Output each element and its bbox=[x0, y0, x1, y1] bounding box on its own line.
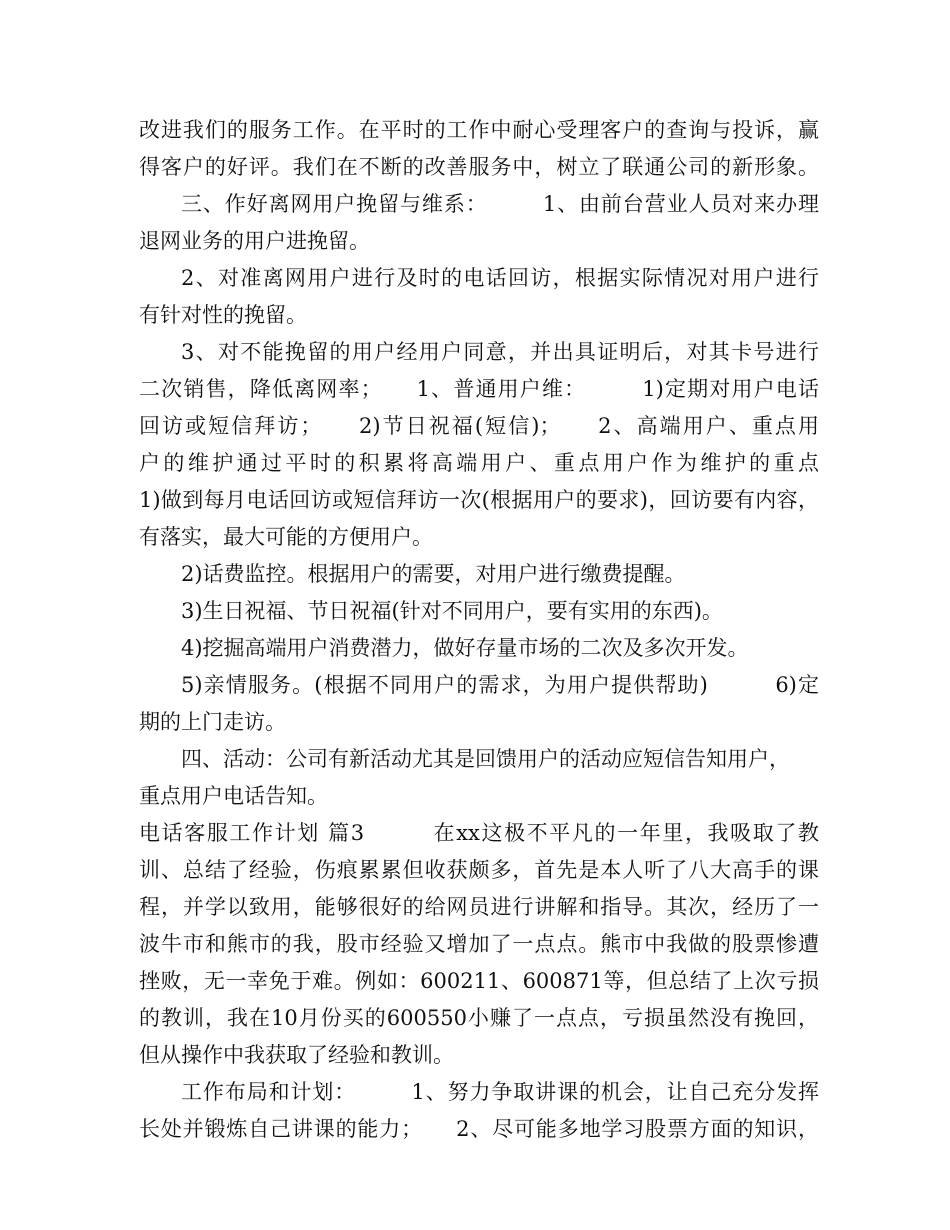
text-line: 改进我们的服务工作。在平时的工作中耐心受理客户的查询与投诉，赢 bbox=[139, 118, 819, 142]
text-line: 但从操作中我获取了经验和教训。 bbox=[139, 1043, 454, 1067]
text-line: 得客户的好评。我们在不断的改善服务中，树立了联通公司的新形象。 bbox=[139, 155, 819, 179]
text-line: 训、总结了经验，伤痕累累但收获颇多，首先是本人听了八大高手的课 bbox=[139, 858, 819, 882]
text-line: 有针对性的挽留。 bbox=[139, 303, 307, 327]
text-line: 3、对不能挽留的用户经用户同意，并出具证明后，对其卡号进行 bbox=[181, 340, 819, 364]
text-line: 3)生日祝福、节日祝福(针对不同用户，要有实用的东西)。 bbox=[181, 599, 723, 623]
text-line: 4)挖掘高端用户消费潜力，做好存量市场的二次及多次开发。 bbox=[181, 636, 749, 660]
text-line: 回访或短信拜访； 2)节日祝福(短信)； 2、高端用户、重点用 bbox=[139, 414, 819, 438]
text-line: 的教训，我在10月份买的600550小赚了一点点，亏损虽然没有挽回， bbox=[139, 1006, 819, 1030]
text-line: 有落实，最大可能的方便用户。 bbox=[139, 525, 433, 549]
text-line: 2、对准离网用户进行及时的电话回访，根据实际情况对用户进行 bbox=[181, 266, 819, 290]
text-line: 工作布局和计划： 1、努力争取讲课的机会，让自己充分发挥 bbox=[181, 1080, 819, 1104]
text-line: 户的维护通过平时的积累将高端用户、重点用户作为维护的重点 bbox=[139, 451, 819, 475]
text-line: 退网业务的用户进挽留。 bbox=[139, 229, 370, 253]
text-line: 挫败，无一幸免于难。例如：600211、600871等，但总结了上次亏损 bbox=[139, 969, 819, 993]
text-line: 程，并学以致用，能够很好的给网员进行讲解和指导。其次，经历了一 bbox=[139, 895, 819, 919]
text-line: 三、作好离网用户挽留与维系： 1、由前台营业人员对来办理 bbox=[181, 192, 819, 216]
text-line: 波牛市和熊市的我，股市经验又增加了一点点。熊市中我做的股票惨遭 bbox=[139, 932, 819, 956]
text-line: 二次销售，降低离网率； 1、普通用户维： 1)定期对用户电话 bbox=[139, 377, 819, 401]
text-line: 1)做到每月电话回访或短信拜访一次(根据用户的要求)，回访要有内容， bbox=[139, 488, 819, 512]
text-line: 重点用户电话告知。 bbox=[139, 784, 328, 808]
text-line: 长处并锻炼自己讲课的能力； 2、尽可能多地学习股票方面的知识， bbox=[139, 1117, 819, 1141]
text-line: 5)亲情服务。(根据不同用户的需求，为用户提供帮助) 6)定 bbox=[181, 673, 819, 697]
text-line: 2)话费监控。根据用户的需要，对用户进行缴费提醒。 bbox=[181, 562, 686, 586]
text-line: 四、活动：公司有新活动尤其是回馈用户的活动应短信告知用户， bbox=[181, 747, 790, 771]
text-line: 期的上门走访。 bbox=[139, 710, 286, 734]
section-heading-line: 电话客服工作计划 篇3 在xx这极不平凡的一年里，我吸取了教 bbox=[139, 821, 819, 845]
